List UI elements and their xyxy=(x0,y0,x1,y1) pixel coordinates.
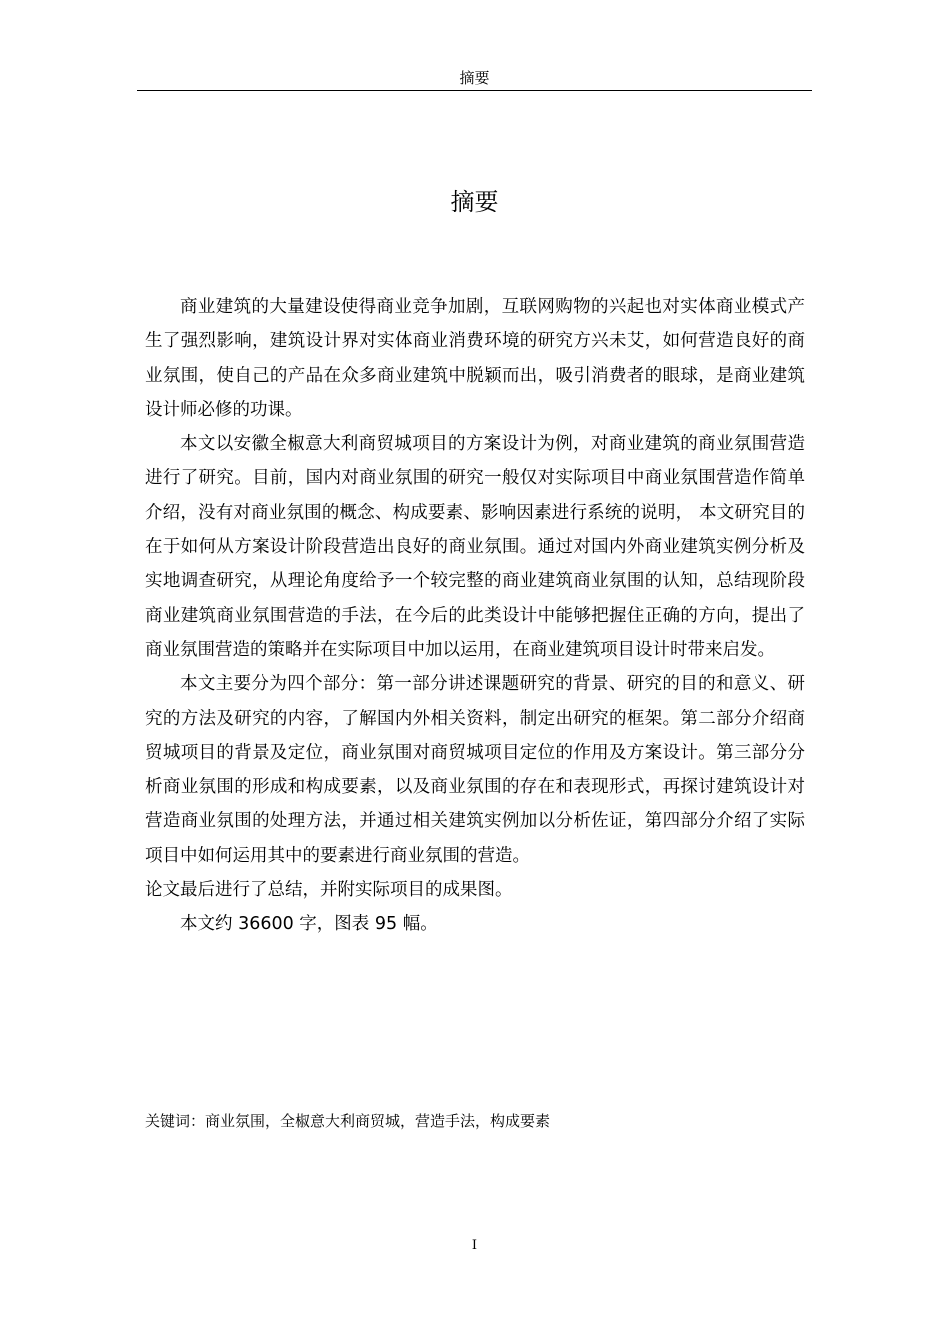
page-title: 摘要 xyxy=(450,188,499,216)
abstract-paragraph-3: 本文主要分为四个部分：第一部分讲述课题研究的背景、研究的目的和意义、研究的方法及研究的内容，了解国内外相关资料，制定出研究的框架。第二部分介绍商贸城项目的背景及定位，商业氛围对商贸城项目定位的作用及方案设计。第三部分分析商业氛围的形成和构成要素，以及商业氛围的存在和表现形式，再探讨建筑设计对营造商业氛围的处理方法，并通过相关建筑实例加以分析佐证，第四部分介绍了实际项目中如何运用其中的要素进行商业氛围的营造。 xyxy=(145,674,805,866)
keywords-line: 关键词：商业氛围，全椒意大利商贸城，营造手法，构成要素 xyxy=(145,1112,551,1130)
abstract-paragraph-1: 商业建筑的大量建设使得商业竞争加剧，互联网购物的兴起也对实体商业模式产生了强烈影响，建筑设计界对实体商业消费环境的研究方兴未艾，如何营造良好的商业氛围，使自己的产品在众多商业建筑中脱颖而出，吸引消费者的眼球，是商业建筑设计师必修的功课。 xyxy=(145,297,805,420)
page-number: I xyxy=(471,1238,478,1253)
abstract-paragraph-5: 本文约 36600 字，图表 95 幅。 xyxy=(180,914,438,935)
abstract-paragraph-2: 本文以安徽全椒意大利商贸城项目的方案设计为例，对商业建筑的商业氛围营造进行了研究。目前，国内对商业氛围的研究一般仅对实际项目中商业氛围营造作简单介绍，没有对商业氛围的概念、构成要素、影响因素进行系统的说明， 本文研究目的在于如何从方案设计阶段营造出良好的商业氛围。通过对国内外商业建筑实例分析及实地调查研究，从理论角度给予一个较完整的商业建筑商业氛围的认知，总结现阶段商业建筑商业氛围营造的手法，在今后的此类设计中能够把握住正确的方向，提出了商业氛围营造的策略并在实际项目中加以运用，在商业建筑项目设计时带来启发。 xyxy=(145,434,805,660)
header-divider xyxy=(137,90,812,91)
abstract-body xyxy=(145,290,805,942)
running-header-title: 摘要 xyxy=(459,69,490,87)
abstract-paragraph-4: 论文最后进行了总结，并附实际项目的成果图。 xyxy=(145,880,513,901)
